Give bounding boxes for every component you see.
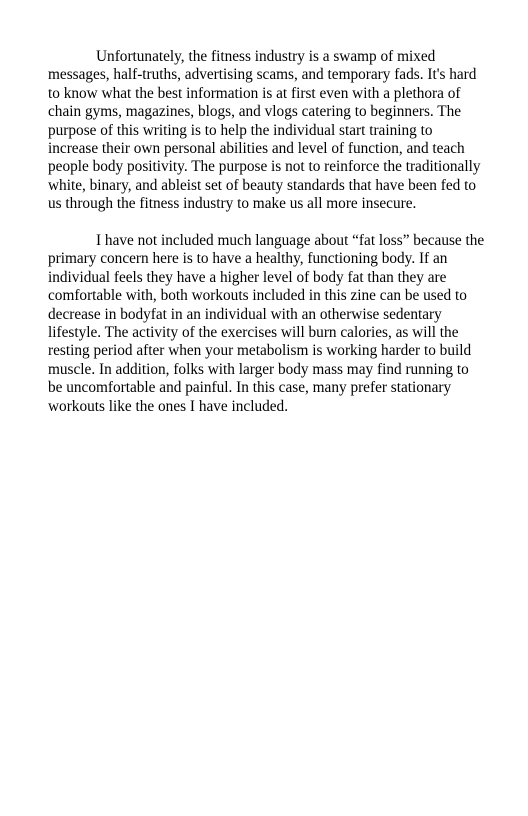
document-page [48,48,508,416]
paragraph-fitness-industry: Unfortunately, the fitness industry is a swamp of mixed messages, half-truths, advertising scams, and temporary fads. It's hard to know what the best information is at first even with a plethora of chain gyms, magazines, blogs, and vlogs catering to beginners. The purpose of this writing is to help the individual start training to increase their own personal abilities and level of function, and teach people body positivity. The purpose is not to reinforce the traditionally white, binary, and ableist set of beauty standards that have been fed to us through the fitness industry to make us all more insecure. [48,48,481,213]
paragraph-fat-loss: I have not included much language about “fat loss” because the primary concern here is to have a healthy, functioning body. If an individual feels they have a higher level of body fat than they are comfortable with, both workouts included in this zine can be used to decrease in bodyfat in an individual with an otherwise sedentary lifestyle. The activity of the exercises will burn calories, as will the resting period after when your metabolism is working harder to build muscle. In addition, folks with larger body mass may find running to be uncomfortable and painful. In this case, many prefer stationary workouts like the ones I have included. [48,232,485,415]
paragraph-spacer [48,214,508,232]
